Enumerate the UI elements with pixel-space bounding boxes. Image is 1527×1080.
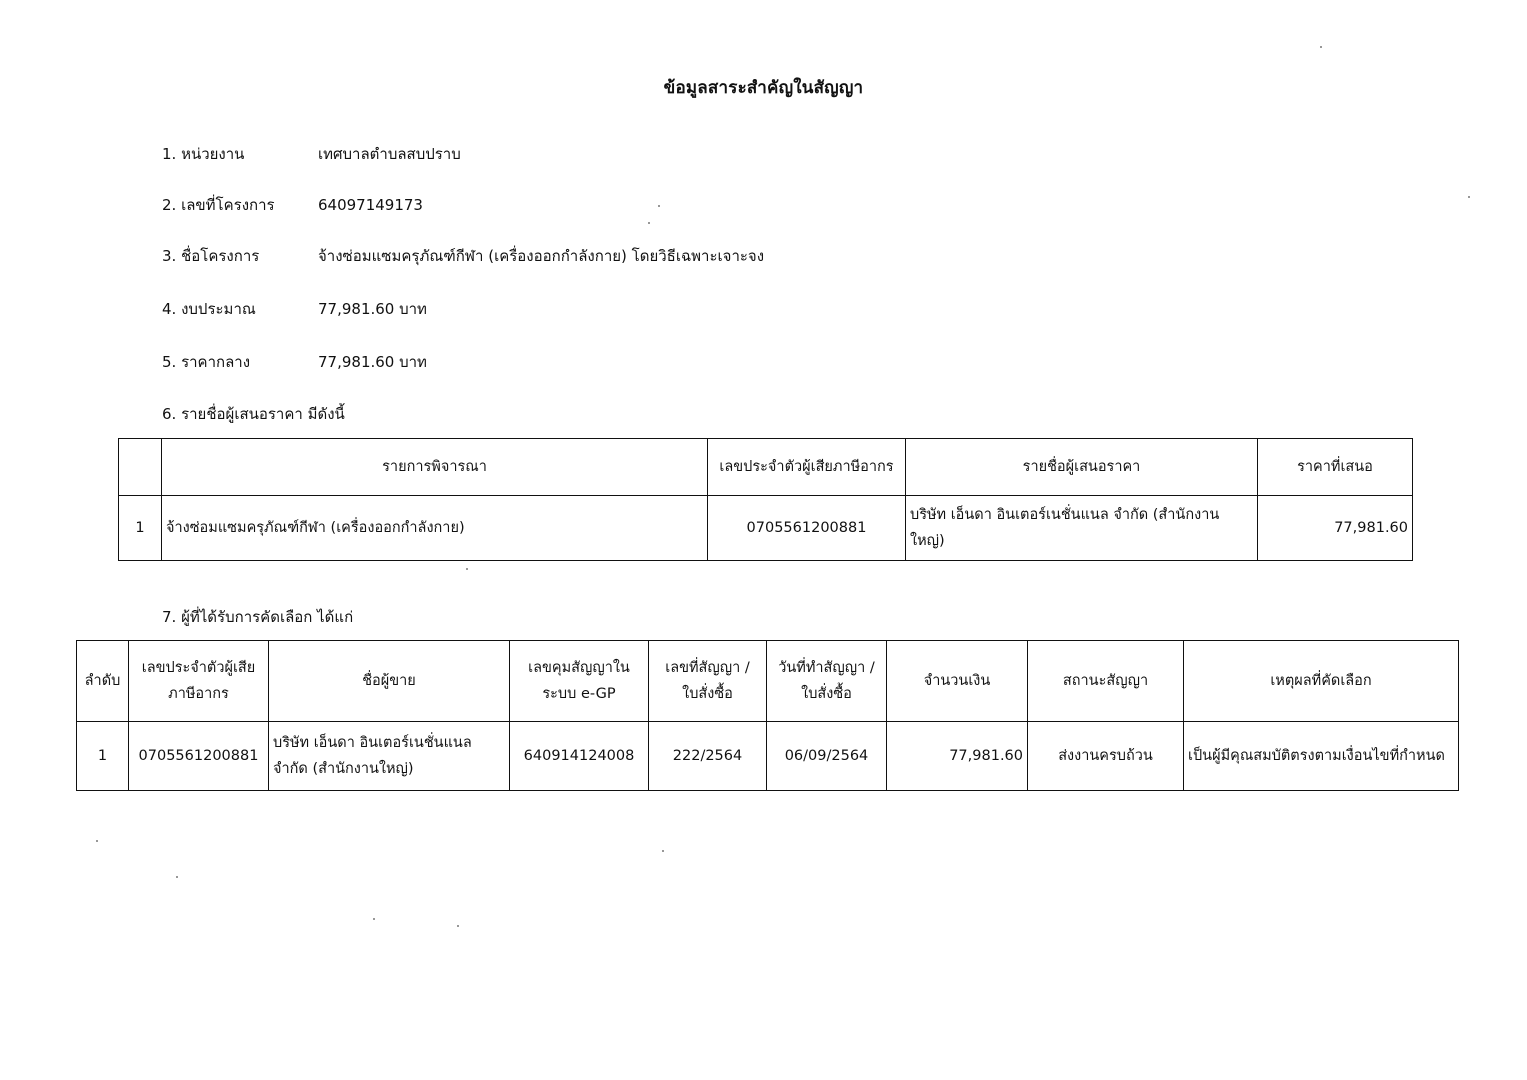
field-value: 77,981.60 บาท — [318, 300, 427, 318]
field-label: 2. เลขที่โครงการ — [162, 196, 275, 214]
header-cell: เลขที่สัญญา / ใบสั่งซื้อ — [649, 641, 767, 722]
tax-id-cell: 0705561200881 — [708, 496, 906, 561]
field-label: 5. ราคากลาง — [162, 353, 251, 371]
header-cell: วันที่ทำสัญญา / ใบสั่งซื้อ — [767, 641, 887, 722]
scan-speck — [457, 925, 459, 927]
scan-speck — [1468, 196, 1470, 198]
header-cell: เหตุผลที่คัดเลือก — [1184, 641, 1459, 722]
header-cell: ชื่อผู้ขาย — [269, 641, 510, 722]
field-budget — [162, 297, 427, 321]
header-cell: รายการพิจารณา — [162, 439, 708, 496]
field-project-number — [162, 193, 423, 217]
field-label: 4. งบประมาณ — [162, 300, 256, 318]
contract-date-cell: 06/09/2564 — [767, 722, 887, 791]
scan-speck — [1320, 46, 1322, 48]
field-value: จ้างซ่อมแซมครุภัณฑ์กีฬา (เครื่องออกกำลังกาย) โดยวิธีเฉพาะเจาะจง — [318, 247, 765, 265]
field-value: เทศบาลตำบลสบปราบ — [318, 145, 461, 163]
header-cell: เลขคุมสัญญาในระบบ e-GP — [510, 641, 649, 722]
header-cell: ราคาที่เสนอ — [1258, 439, 1413, 496]
field-label: 1. หน่วยงาน — [162, 145, 245, 163]
scan-speck — [648, 222, 650, 224]
bidders-table — [118, 438, 1413, 561]
field-value: 64097149173 — [318, 196, 423, 214]
scan-speck — [662, 850, 664, 852]
row-number: 1 — [119, 496, 162, 561]
table-header-row — [77, 641, 1459, 722]
scan-speck — [658, 205, 660, 207]
contract-number-cell: 222/2564 — [649, 722, 767, 791]
egp-number-cell: 640914124008 — [510, 722, 649, 791]
header-cell: รายชื่อผู้เสนอราคา — [906, 439, 1258, 496]
row-number: 1 — [77, 722, 129, 791]
price-cell: 77,981.60 — [1258, 496, 1413, 561]
header-cell: เลขประจำตัวผู้เสียภาษีอากร — [129, 641, 269, 722]
header-cell: จำนวนเงิน — [887, 641, 1028, 722]
item-cell: จ้างซ่อมแซมครุภัณฑ์กีฬา (เครื่องออกกำลังกาย) — [162, 496, 708, 561]
bidder-cell: บริษัท เอ็นดา อินเตอร์เนชั่นแนล จำกัด (สำนักงานใหญ่) — [906, 496, 1258, 561]
scan-speck — [466, 568, 468, 570]
vendor-cell: บริษัท เอ็นดา อินเตอร์เนชั่นแนล จำกัด (สำนักงานใหญ่) — [269, 722, 510, 791]
table-row — [119, 496, 1413, 561]
amount-cell: 77,981.60 — [887, 722, 1028, 791]
header-cell: สถานะสัญญา — [1028, 641, 1184, 722]
header-cell: ลำดับ — [77, 641, 129, 722]
scan-speck — [373, 918, 375, 920]
winners-table — [76, 640, 1459, 791]
tax-id-cell: 0705561200881 — [129, 722, 269, 791]
table-header-row — [119, 439, 1413, 496]
field-agency — [162, 142, 461, 166]
field-value: 77,981.60 บาท — [318, 353, 427, 371]
header-cell — [119, 439, 162, 496]
document-title: ข้อมูลสาระสำคัญในสัญญา — [663, 78, 864, 98]
bidders-heading: 6. รายชื่อผู้เสนอราคา มีดังนี้ — [162, 405, 345, 423]
field-reference-price — [162, 350, 427, 374]
status-cell: ส่งงานครบถ้วน — [1028, 722, 1184, 791]
header-cell: เลขประจำตัวผู้เสียภาษีอากร — [708, 439, 906, 496]
field-project-name — [162, 244, 764, 268]
reason-cell: เป็นผู้มีคุณสมบัติตรงตามเงื่อนไขที่กำหนด — [1184, 722, 1459, 791]
field-label: 3. ชื่อโครงการ — [162, 247, 260, 265]
table-row — [77, 722, 1459, 791]
scan-speck — [96, 840, 98, 842]
scan-speck — [176, 876, 178, 878]
winners-heading: 7. ผู้ที่ได้รับการคัดเลือก ได้แก่ — [162, 608, 354, 626]
